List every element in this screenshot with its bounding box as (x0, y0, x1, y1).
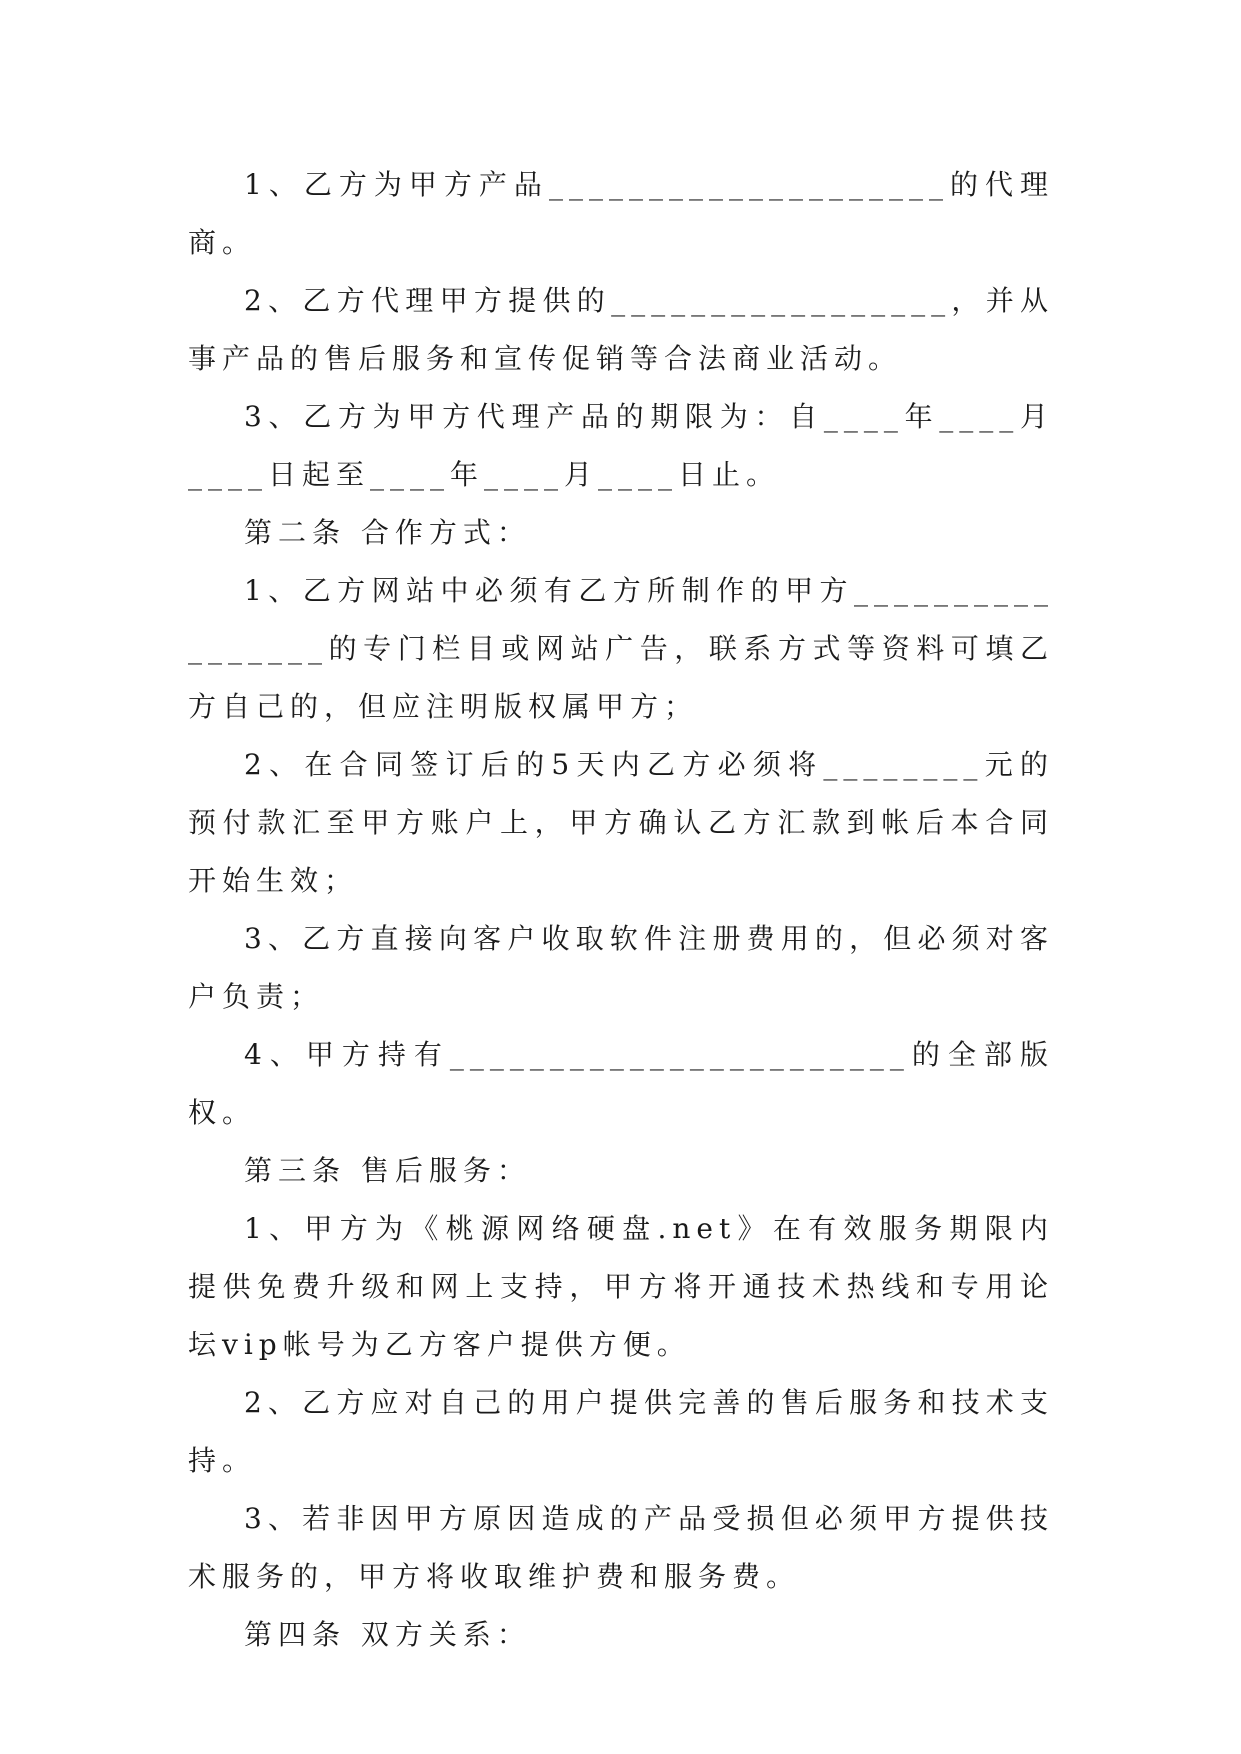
clause-2-2-prepayment: 2、在合同签订后的5天内乙方必须将________元的预付款汇至甲方账户上，甲方确认乙方汇款到帐后本合同开始生效； (188, 748, 1054, 897)
article-3-heading: 第三条 售后服务： (244, 1154, 531, 1187)
clause-2-4-copyright: 4、甲方持有_______________________的全部版权。 (188, 1038, 1054, 1129)
clause-3-1-free-upgrade: 1、甲方为《桃源网络硬盘.net》在有效服务期限内提供免费升级和网上支持，甲方将开通技术热线和专用论坛vip帐号为乙方客户提供方便。 (188, 1212, 1054, 1361)
clause-1-2-agent-scope: 2、乙方代理甲方提供的_________________，并从事产品的售后服务和宣传促销等合法商业活动。 (188, 284, 1054, 375)
clause-3-2-after-sales: 2、乙方应对自己的用户提供完善的售后服务和技术支持。 (188, 1386, 1054, 1477)
document-body (188, 156, 1054, 1664)
clause-1-3-agency-term: 3、乙方为甲方代理产品的期限为：自____年____月____日起至____年____月____日止。 (188, 400, 1054, 491)
article-2-heading: 第二条 合作方式： (244, 516, 531, 549)
clause-2-1-website-column: 1、乙方网站中必须有乙方所制作的甲方_________________的专门栏目或网站广告，联系方式等资料可填乙方自己的，但应注明版权属甲方； (188, 574, 1054, 723)
clause-2-3-registration-fee: 3、乙方直接向客户收取软件注册费用的，但必须对客户负责； (188, 922, 1054, 1013)
article-4-heading: 第四条 双方关系： (244, 1618, 531, 1651)
clause-1-1-agent-product: 1、乙方为甲方产品____________________的代理商。 (188, 168, 1054, 259)
clause-3-3-maintenance-fee: 3、若非因甲方原因造成的产品受损但必须甲方提供技术服务的，甲方将收取维护费和服务费。 (188, 1502, 1054, 1593)
